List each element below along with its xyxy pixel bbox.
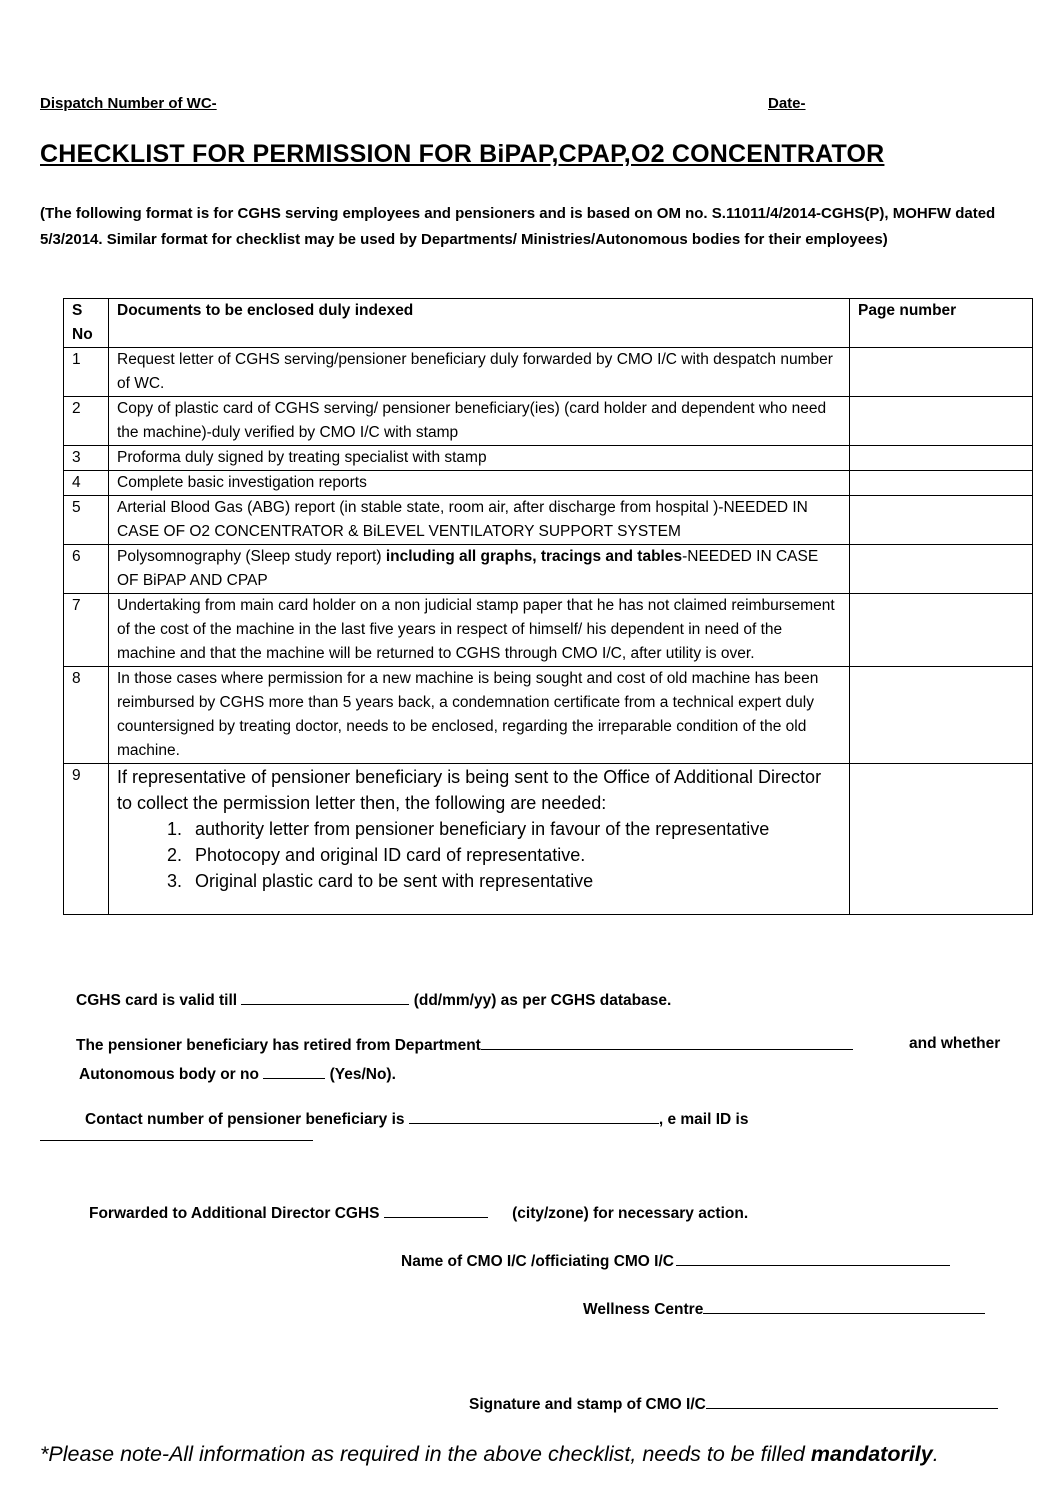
card-valid-suffix: (dd/mm/yy) as per CGHS database. — [413, 992, 672, 1009]
page-title: CHECKLIST FOR PERMISSION FOR BiPAP,CPAP,O2 CONCENTRATOR — [40, 140, 885, 168]
page-number-cell[interactable] — [850, 496, 1033, 545]
header-documents: Documents to be enclosed duly indexed — [109, 299, 850, 348]
row-document: Copy of plastic card of CGHS serving/ pensioner beneficiary(ies) (card holder and dependent who need the machine)-duly verified by CMO I/C with stamp — [109, 397, 850, 446]
wellness-label: Wellness Centre — [583, 1301, 704, 1318]
row-number: 6 — [64, 545, 109, 594]
table-row — [64, 594, 1033, 667]
note-text: *Please note-All information as required in the above checklist, needs to be filled — [40, 1442, 811, 1466]
cmo-name-field[interactable] — [676, 1251, 950, 1266]
row-number: 9 — [64, 764, 109, 915]
page-number-cell[interactable] — [850, 764, 1033, 915]
autonomous-label: Autonomous body or no — [79, 1066, 259, 1083]
row-document — [109, 545, 850, 594]
header-sno — [64, 299, 109, 348]
intro-paragraph: (The following format is for CGHS serving employees and pensioners and is based on OM no. S.11011/4/2014-CGHS(P), MOHFW dated 5/3/2014. Similar format for checklist may be used by Departments/ Ministries/Autonomous bodies for their employees) — [40, 205, 996, 248]
row-document — [109, 764, 850, 915]
table-row — [64, 667, 1033, 764]
page-number-cell[interactable] — [850, 348, 1033, 397]
contact-number-field[interactable] — [409, 1109, 659, 1124]
page-number-cell[interactable] — [850, 545, 1033, 594]
header-page-number: Page number — [850, 299, 1033, 348]
department-field[interactable] — [481, 1035, 853, 1050]
table-header-row — [64, 299, 1033, 348]
header-sno-line2: No — [72, 326, 93, 343]
signature-label: Signature and stamp of CMO I/C — [469, 1396, 706, 1413]
table-row — [64, 764, 1033, 915]
requirements-list — [117, 816, 841, 894]
table-row — [64, 545, 1033, 594]
table-row — [64, 446, 1033, 471]
contact-line — [85, 1109, 748, 1129]
row-number: 2 — [64, 397, 109, 446]
card-valid-label: CGHS card is valid till — [76, 992, 238, 1009]
row-document-text: Polysomnography (Sleep study report) — [117, 548, 386, 565]
email-label: , e mail ID is — [658, 1111, 749, 1128]
forwarded-line — [89, 1203, 748, 1223]
autonomous-suffix: (Yes/No). — [329, 1066, 396, 1083]
card-valid-date-field[interactable] — [241, 990, 409, 1005]
date-label: Date- — [768, 95, 806, 112]
signature-line — [469, 1394, 998, 1414]
wellness-centre-line — [583, 1299, 985, 1319]
autonomous-line — [79, 1064, 396, 1084]
page-number-cell[interactable] — [850, 667, 1033, 764]
table-row — [64, 496, 1033, 545]
row-number: 3 — [64, 446, 109, 471]
checklist-table — [63, 298, 1033, 915]
page-number-cell[interactable] — [850, 471, 1033, 496]
row-number: 8 — [64, 667, 109, 764]
row-document-text: If representative of pensioner beneficiary is being sent to the Office of Additional Director to collect the permission letter then, the following are needed: — [117, 767, 822, 813]
mandatory-note — [40, 1442, 939, 1467]
page-number-cell[interactable] — [850, 594, 1033, 667]
table-row — [64, 471, 1033, 496]
row-document: Arterial Blood Gas (ABG) report (in stable state, room air, after discharge from hospital )-NEEDED IN CASE OF O2 CONCENTRATOR & BiLEVEL VENTILATORY SUPPORT SYSTEM — [109, 496, 850, 545]
list-item: 3. Original plastic card to be sent with representative — [187, 868, 841, 894]
page-number-cell[interactable] — [850, 397, 1033, 446]
list-item: 1. authority letter from pensioner beneficiary in favour of the representative — [187, 816, 841, 842]
city-zone-field[interactable] — [384, 1203, 488, 1218]
retired-label: The pensioner beneficiary has retired from Department — [76, 1037, 481, 1054]
signature-field[interactable] — [706, 1394, 998, 1409]
row-document: Proforma duly signed by treating specialist with stamp — [109, 446, 850, 471]
table-row — [64, 397, 1033, 446]
wellness-centre-field[interactable] — [703, 1299, 985, 1314]
note-end: . — [932, 1442, 939, 1466]
dispatch-number-label: Dispatch Number of WC- — [40, 95, 217, 112]
retired-department-line — [76, 1035, 853, 1055]
row-number: 7 — [64, 594, 109, 667]
row-document-emphasis: including all graphs, tracings and tables — [385, 548, 683, 565]
page-number-cell[interactable] — [850, 446, 1033, 471]
and-whether-text: and whether — [909, 1035, 1001, 1052]
contact-label: Contact number of pensioner beneficiary is — [85, 1111, 405, 1128]
card-validity-line — [76, 990, 671, 1010]
cmo-name-line — [401, 1251, 950, 1271]
list-item: 2. Photocopy and original ID card of representative. — [187, 842, 841, 868]
forwarded-suffix: (city/zone) for necessary action. — [512, 1205, 749, 1222]
row-number: 4 — [64, 471, 109, 496]
table-row — [64, 348, 1033, 397]
autonomous-field[interactable] — [263, 1064, 325, 1079]
email-field[interactable] — [40, 1140, 313, 1141]
row-document: In those cases where permission for a new machine is being sought and cost of old machine has been reimbursed by CGHS more than 5 years back, a condemnation certificate from a technical expert duly countersigned by treating doctor, needs to be enclosed, regarding the irreparable condition of the old machine. — [109, 667, 850, 764]
header-sno-line1: S — [72, 302, 83, 319]
cmo-name-label: Name of CMO I/C /officiating CMO I/C — [401, 1253, 674, 1270]
row-document: Complete basic investigation reports — [109, 471, 850, 496]
note-emphasis: mandatorily — [810, 1442, 933, 1466]
row-document-text: -NEEDED IN CASE OF BiPAP AND CPAP — [117, 548, 819, 589]
forwarded-label: Forwarded to Additional Director CGHS — [89, 1205, 380, 1222]
row-document: Request letter of CGHS serving/pensioner beneficiary duly forwarded by CMO I/C with despatch number of WC. — [109, 348, 850, 397]
row-document: Undertaking from main card holder on a non judicial stamp paper that he has not claimed reimbursement of the cost of the machine in the last five years in respect of himself/ his dependent in need of the machine and that the machine will be returned to CGHS through CMO I/C, after utility is over. — [109, 594, 850, 667]
row-number: 5 — [64, 496, 109, 545]
row-number: 1 — [64, 348, 109, 397]
